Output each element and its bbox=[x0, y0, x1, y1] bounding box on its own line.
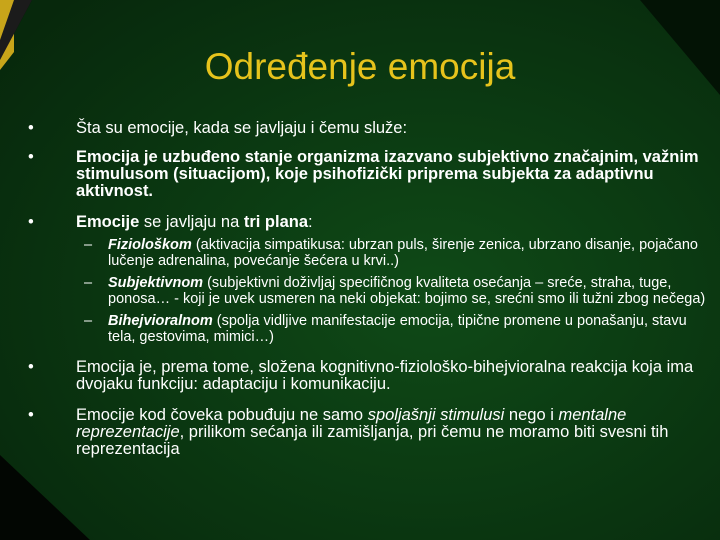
bullet-item bbox=[26, 407, 708, 458]
sub-dash: – bbox=[84, 275, 93, 291]
bullet-dot: • bbox=[28, 406, 34, 424]
sub-text: (aktivacija simpatikusa: ubrzan puls, širenje zenica, ubrzano disanje, pojačano lučenje adrenalina, povećanje šećera u krvi..) bbox=[108, 237, 698, 269]
bullet-dot: • bbox=[28, 119, 34, 137]
bullet-text: , prilikom sećanja ili zamišljanja, pri čemu ne moramo biti svesni tih reprezentacija bbox=[76, 423, 669, 458]
bullet-term: Emocije bbox=[76, 213, 140, 231]
sub-dash: – bbox=[84, 237, 93, 253]
bullet-text: Emocije kod čoveka pobuđuju ne samo bbox=[76, 406, 368, 424]
bullet-item bbox=[26, 359, 708, 393]
sub-text: (subjektivni doživljaj specifičnog kvaliteta osećanja – sreće, straha, tuge, ponosa… - koji je uvek usmeren na neki objekat: bojimo se, srećni smo ili tužni zbog nečega) bbox=[108, 275, 706, 307]
sub-term: Bihejvioralnom bbox=[108, 313, 213, 329]
bullet-text: Emocija je, prema tome, složena kognitivno-fiziološko-bihejvioralna reakcija koja ima dvojaku funkciju: adaptaciju i komunikaciju. bbox=[76, 358, 694, 393]
sub-item bbox=[26, 275, 708, 307]
bullet-emphasis: mentalne reprezentacije bbox=[76, 406, 627, 441]
bullet-term: tri plana bbox=[243, 213, 309, 231]
bullet-text: Šta su emocije, kada se javljaju i čemu služe: bbox=[76, 119, 408, 137]
sub-dash: – bbox=[84, 313, 93, 329]
sub-item bbox=[26, 237, 708, 269]
bullet-dot: • bbox=[28, 358, 34, 376]
sub-item bbox=[26, 313, 708, 345]
slide-title: Određenje emocija bbox=[204, 46, 516, 87]
bullet-dot: • bbox=[28, 148, 34, 166]
sub-text: (spolja vidljive manifestacije emocija, tipične promene u ponašanju, stavu tela, gestovima, mimici…) bbox=[108, 313, 687, 345]
bullet-text: : bbox=[308, 213, 313, 231]
bullet-dot: • bbox=[28, 213, 34, 231]
bullet-item bbox=[26, 214, 708, 231]
sub-term: Subjektivnom bbox=[108, 275, 204, 291]
bullet-text: nego i bbox=[504, 406, 559, 424]
bullet-item bbox=[26, 149, 708, 200]
bullet-emphasis: spoljašnji stimulusi bbox=[367, 406, 505, 424]
bullet-text: Emocija je uzbuđeno stanje organizma izazvano subjektivno značajnim, važnim stimulusom (situacijom), koje psihofizički priprema subjekta za adaptivnu aktivnost. bbox=[76, 148, 699, 200]
content-body bbox=[26, 120, 708, 458]
bullet-text: se javljaju na bbox=[139, 213, 244, 231]
sub-term: Fiziološkom bbox=[108, 237, 192, 253]
bullet-item bbox=[26, 120, 708, 137]
